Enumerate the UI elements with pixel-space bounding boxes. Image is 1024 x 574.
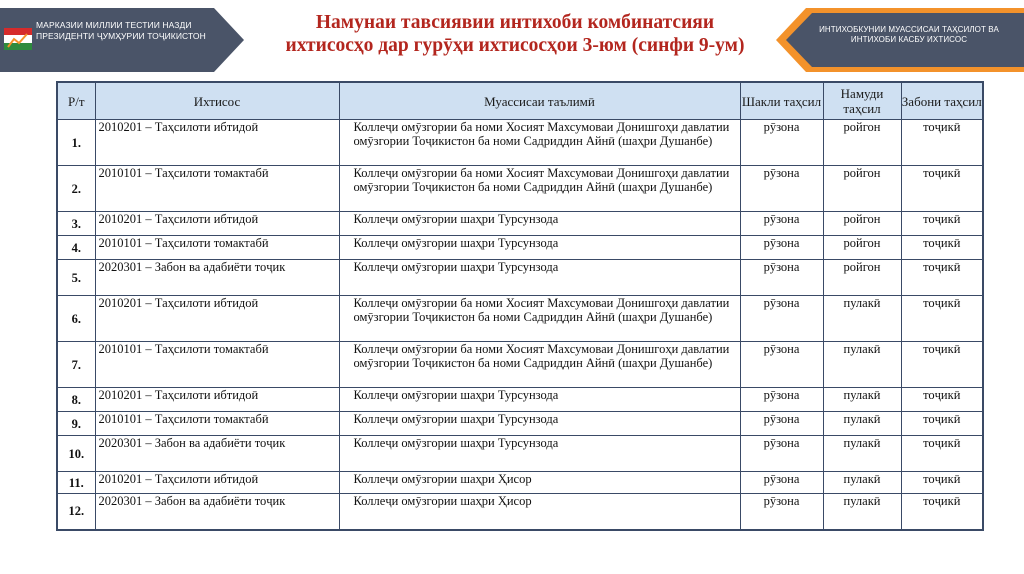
cell-num: 1.	[57, 120, 95, 166]
table-row	[57, 120, 983, 166]
cell-lang: тоҷикӣ	[901, 120, 983, 166]
cell-type: пулакӣ	[823, 342, 901, 388]
cell-spec: 2010201 – Таҳсилоти ибтидоӣ	[95, 212, 339, 236]
cell-form: рӯзона	[740, 120, 823, 166]
cell-inst: Коллеҷи омӯзгории шаҳри Турсунзода	[339, 388, 740, 412]
cell-inst: Коллеҷи омӯзгории ба номи Хосият Махсумоваи Донишгоҳи давлатии омӯзгории Тоҷикистон ба номи Садриддин Айнӣ (шаҳри Душанбе)	[339, 342, 740, 388]
cell-inst: Коллеҷи омӯзгории ба номи Хосият Махсумоваи Донишгоҳи давлатии омӯзгории Тоҷикистон ба номи Садриддин Айнӣ (шаҳри Душанбе)	[339, 120, 740, 166]
cell-type: пулакӣ	[823, 388, 901, 412]
cell-num: 10.	[57, 436, 95, 472]
table-row	[57, 412, 983, 436]
cell-form: рӯзона	[740, 166, 823, 212]
cell-num: 5.	[57, 260, 95, 296]
cell-num: 3.	[57, 212, 95, 236]
cell-spec: 2010101 – Таҳсилоти томактабӣ	[95, 236, 339, 260]
table-header-row	[57, 82, 983, 120]
cell-num: 7.	[57, 342, 95, 388]
cell-type: ройгон	[823, 260, 901, 296]
table-row	[57, 472, 983, 494]
cell-form: рӯзона	[740, 472, 823, 494]
cell-spec: 2020301 – Забон ва адабиёти тоҷик	[95, 494, 339, 530]
cell-spec: 2010101 – Таҳсилоти томактабӣ	[95, 166, 339, 212]
cell-type: пулакӣ	[823, 296, 901, 342]
right-banner-label: ИНТИХОБКУНИИ МУАССИСАИ ТАҲСИЛОТ ВА ИНТИХОБИ КАСБУ ИХТИСОС	[819, 25, 999, 44]
cell-form: рӯзона	[740, 296, 823, 342]
cell-type: ройгон	[823, 166, 901, 212]
cell-lang: тоҷикӣ	[901, 436, 983, 472]
cell-inst: Коллеҷи омӯзгории шаҳри Турсунзода	[339, 436, 740, 472]
cell-num: 8.	[57, 388, 95, 412]
cell-spec: 2020301 – Забон ва адабиёти тоҷик	[95, 260, 339, 296]
header-inst: Муассисаи таълимӣ	[339, 82, 740, 120]
table-row	[57, 260, 983, 296]
table-row	[57, 296, 983, 342]
cell-form: рӯзона	[740, 494, 823, 530]
cell-spec: 2020301 – Забон ва адабиёти тоҷик	[95, 436, 339, 472]
cell-inst: Коллеҷи омӯзгории шаҳри Ҳисор	[339, 472, 740, 494]
table-row	[57, 166, 983, 212]
table-row	[57, 436, 983, 472]
cell-type: ройгон	[823, 212, 901, 236]
table-row	[57, 236, 983, 260]
cell-lang: тоҷикӣ	[901, 342, 983, 388]
cell-lang: тоҷикӣ	[901, 388, 983, 412]
cell-lang: тоҷикӣ	[901, 236, 983, 260]
org-name: МАРКАЗИИ МИЛЛИИ ТЕСТИИ НАЗДИ ПРЕЗИДЕНТИ ҶУМҲУРИИ ТОҶИКИСТОН	[36, 20, 206, 41]
cell-form: рӯзона	[740, 436, 823, 472]
cell-num: 12.	[57, 494, 95, 530]
cell-spec: 2010201 – Таҳсилоти ибтидоӣ	[95, 296, 339, 342]
header-form: Шакли таҳсил	[740, 82, 823, 120]
table-row	[57, 388, 983, 412]
cell-type: пулакӣ	[823, 472, 901, 494]
cell-lang: тоҷикӣ	[901, 166, 983, 212]
title-line-1: Намунаи тавсиявии интихоби комбинатсияи	[315, 12, 715, 33]
cell-num: 4.	[57, 236, 95, 260]
cell-num: 11.	[57, 472, 95, 494]
table-row	[57, 212, 983, 236]
title-line-2: ихтисосҳо дар гурӯҳи ихтисосҳои 3-юм (синфи 9-ум)	[285, 35, 745, 56]
cell-form: рӯзона	[740, 412, 823, 436]
cell-inst: Коллеҷи омӯзгории шаҳри Ҳисор	[339, 494, 740, 530]
header-num: Р/т	[57, 82, 95, 120]
header-spec: Ихтисос	[95, 82, 339, 120]
cell-spec: 2010101 – Таҳсилоти томактабӣ	[95, 342, 339, 388]
cell-num: 6.	[57, 296, 95, 342]
cell-type: пулакӣ	[823, 412, 901, 436]
table-row	[57, 494, 983, 530]
cell-inst: Коллеҷи омӯзгории шаҳри Турсунзода	[339, 260, 740, 296]
cell-type: пулакӣ	[823, 436, 901, 472]
cell-lang: тоҷикӣ	[901, 412, 983, 436]
cell-inst: Коллеҷи омӯзгории ба номи Хосият Махсумоваи Донишгоҳи давлатии омӯзгории Тоҷикистон ба номи Садриддин Айнӣ (шаҳри Душанбе)	[339, 296, 740, 342]
cell-lang: тоҷикӣ	[901, 494, 983, 530]
cell-form: рӯзона	[740, 236, 823, 260]
page-title	[250, 11, 780, 57]
cell-form: рӯзона	[740, 212, 823, 236]
logo-icon	[4, 28, 32, 50]
cell-spec: 2010101 – Таҳсилоти томактабӣ	[95, 412, 339, 436]
cell-spec: 2010201 – Таҳсилоти ибтидоӣ	[95, 472, 339, 494]
cell-lang: тоҷикӣ	[901, 212, 983, 236]
cell-form: рӯзона	[740, 342, 823, 388]
cell-num: 9.	[57, 412, 95, 436]
cell-inst: Коллеҷи омӯзгории шаҳри Турсунзода	[339, 236, 740, 260]
cell-inst: Коллеҷи омӯзгории шаҳри Турсунзода	[339, 412, 740, 436]
specialties-table	[56, 81, 984, 531]
cell-inst: Коллеҷи омӯзгории шаҳри Турсунзода	[339, 212, 740, 236]
cell-spec: 2010201 – Таҳсилоти ибтидоӣ	[95, 388, 339, 412]
cell-type: ройгон	[823, 236, 901, 260]
cell-type: пулакӣ	[823, 494, 901, 530]
table-row	[57, 342, 983, 388]
cell-num: 2.	[57, 166, 95, 212]
cell-type: ройгон	[823, 120, 901, 166]
cell-spec: 2010201 – Таҳсилоти ибтидоӣ	[95, 120, 339, 166]
header-type: Намуди таҳсил	[823, 82, 901, 120]
cell-form: рӯзона	[740, 388, 823, 412]
cell-lang: тоҷикӣ	[901, 472, 983, 494]
table-container	[56, 81, 982, 541]
cell-form: рӯзона	[740, 260, 823, 296]
cell-lang: тоҷикӣ	[901, 296, 983, 342]
cell-inst: Коллеҷи омӯзгории ба номи Хосият Махсумоваи Донишгоҳи давлатии омӯзгории Тоҷикистон ба номи Садриддин Айнӣ (шаҳри Душанбе)	[339, 166, 740, 212]
header-lang: Забони таҳсил	[901, 82, 983, 120]
cell-lang: тоҷикӣ	[901, 260, 983, 296]
